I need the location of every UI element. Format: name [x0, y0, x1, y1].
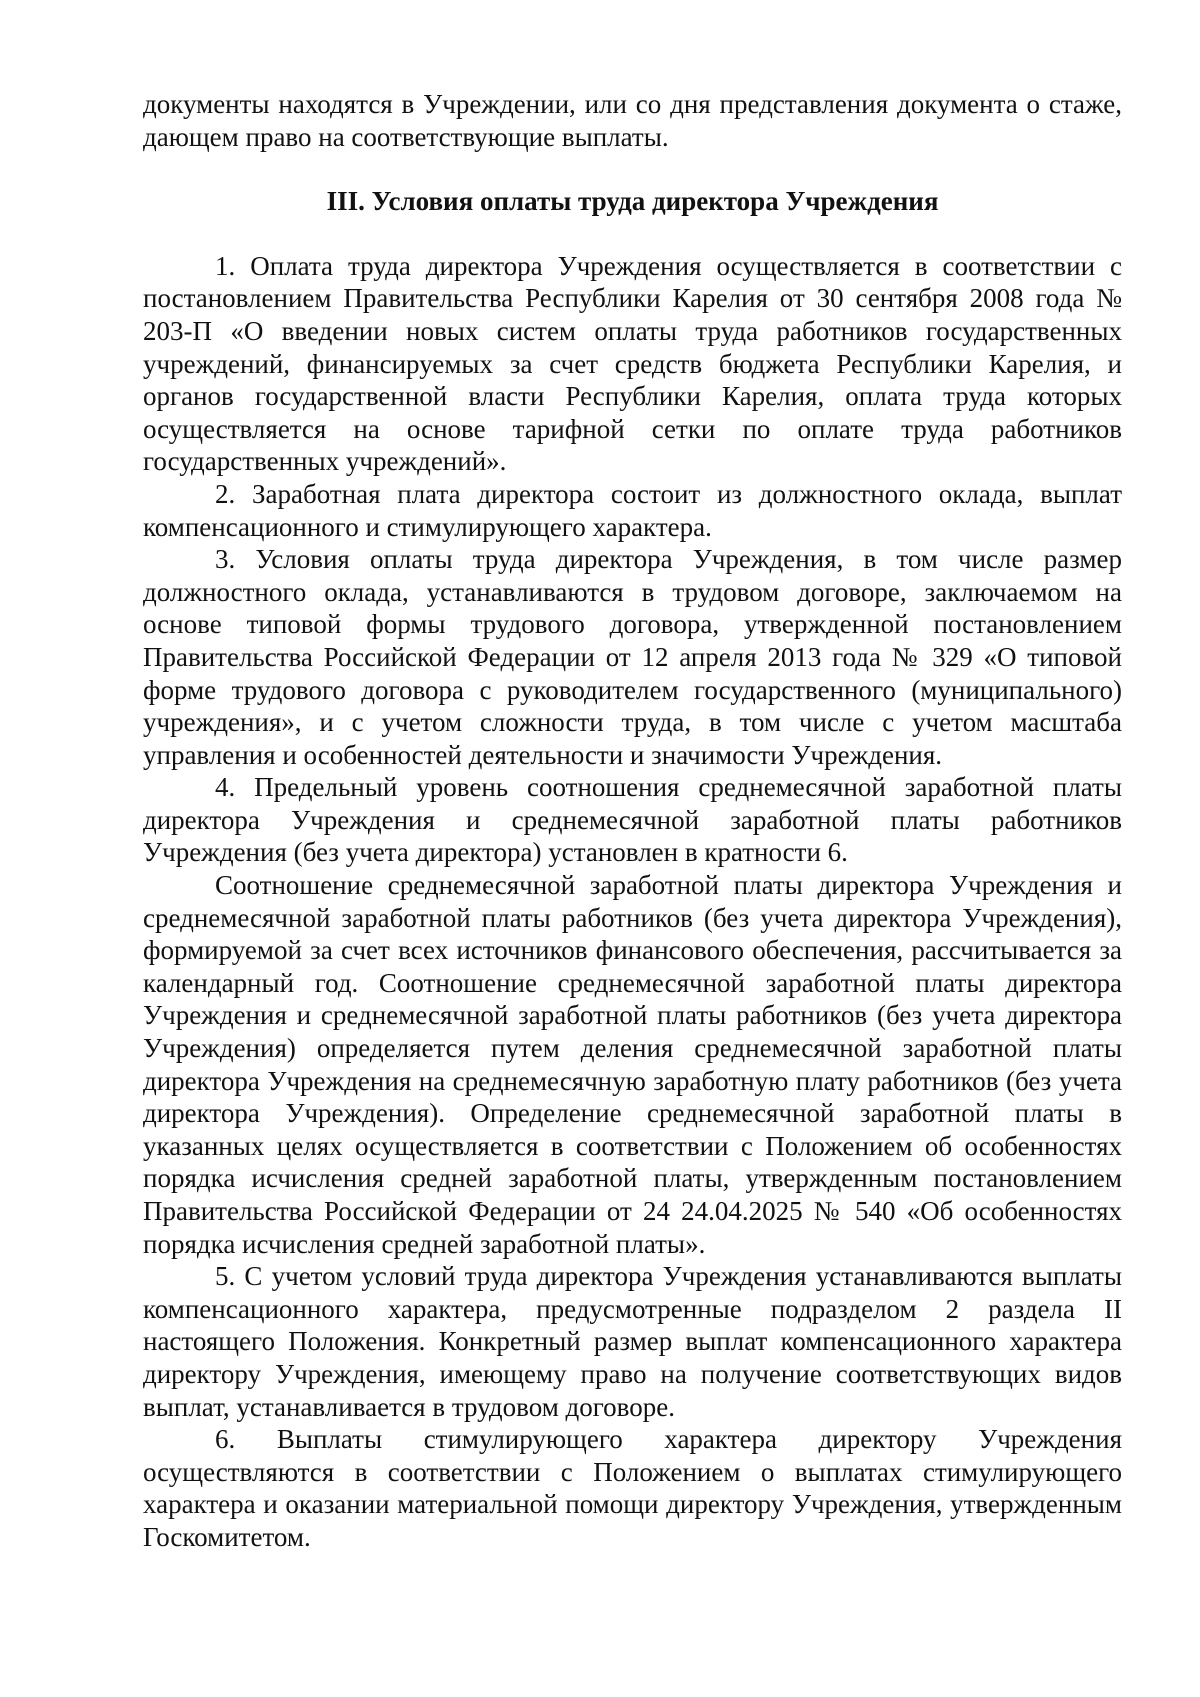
paragraph-4-ratio: Соотношение среднемесячной заработной платы директора Учреждения и среднемесячной заработной платы работников (без учета директора Учреждения), формируемой за счет всех источников финансового обеспечения, рассчитывается за календарный год. Соотношение среднемесячной заработной платы директора Учреждения и среднемесячной заработной платы работников (без учета директора Учреждения) определяется путем деления среднемесячной заработной платы директора Учреждения на среднемесячную заработную плату работников (без учета директора Учреждения). Определение среднемесячной заработной платы в указанных целях осуществляется в соответствии с Положением об особенностях порядка исчисления средней заработной платы, утвержденным постановлением Правительства Российской Федерации от 24 24.04.2025 № 540 «Об особенностях порядка исчисления средней заработной платы».	[143, 870, 1122, 1259]
paragraph-6: 6. Выплаты стимулирующего характера директору Учреждения осуществляются в соответствии с Положением о выплатах стимулирующего характера и оказании материальной помощи директору Учреждения, утвержденным Госкомитетом.	[143, 1424, 1122, 1552]
intro-paragraph: документы находятся в Учреждении, или со дня представления документа о стаже, дающем право на соответствующие выплаты.	[143, 89, 1122, 152]
section-title: III. Условия оплаты труда директора Учреждения	[326, 186, 939, 217]
paragraph-3: 3. Условия оплаты труда директора Учреждения, в том числе размер должностного оклада, устанавливаются в трудовом договоре, заключаемом на основе типовой формы трудового договора, утвержденной постановлением Правительства Российской Федерации от 12 апреля 2013 года № 329 «О типовой форме трудового договора с руководителем государственного (муниципального) учреждения», и с учетом сложности труда, в том числе с учетом масштаба управления и особенностей деятельности и значимости Учреждения.	[143, 544, 1122, 770]
paragraph-4: 4. Предельный уровень соотношения среднемесячной заработной платы директора Учреждения и среднемесячной заработной платы работников Учреждения (без учета директора) установлен в кратности 6.	[143, 772, 1122, 868]
paragraph-1: 1. Оплата труда директора Учреждения осуществляется в соответствии с постановлением Правительства Республики Карелия от 30 сентября 2008 года № 203-П «О введении новых систем оплаты труда работников государственных учреждений, финансируемых за счет средств бюджета Республики Карелия, и органов государственной власти Республики Карелия, оплата труда которых осуществляется на основе тарифной сетки по оплате труда работников государственных учреждений».	[143, 250, 1122, 477]
paragraph-5: 5. С учетом условий труда директора Учреждения устанавливаются выплаты компенсационного характера, предусмотренные подразделом 2 раздела II настоящего Положения. Конкретный размер выплат компенсационного характера директору Учреждения, имеющему право на получение соответствующих видов выплат, устанавливается в трудовом договоре.	[143, 1261, 1122, 1422]
paragraph-2: 2. Заработная плата директора состоит из должностного оклада, выплат компенсационного и стимулирующего характера.	[143, 478, 1122, 542]
